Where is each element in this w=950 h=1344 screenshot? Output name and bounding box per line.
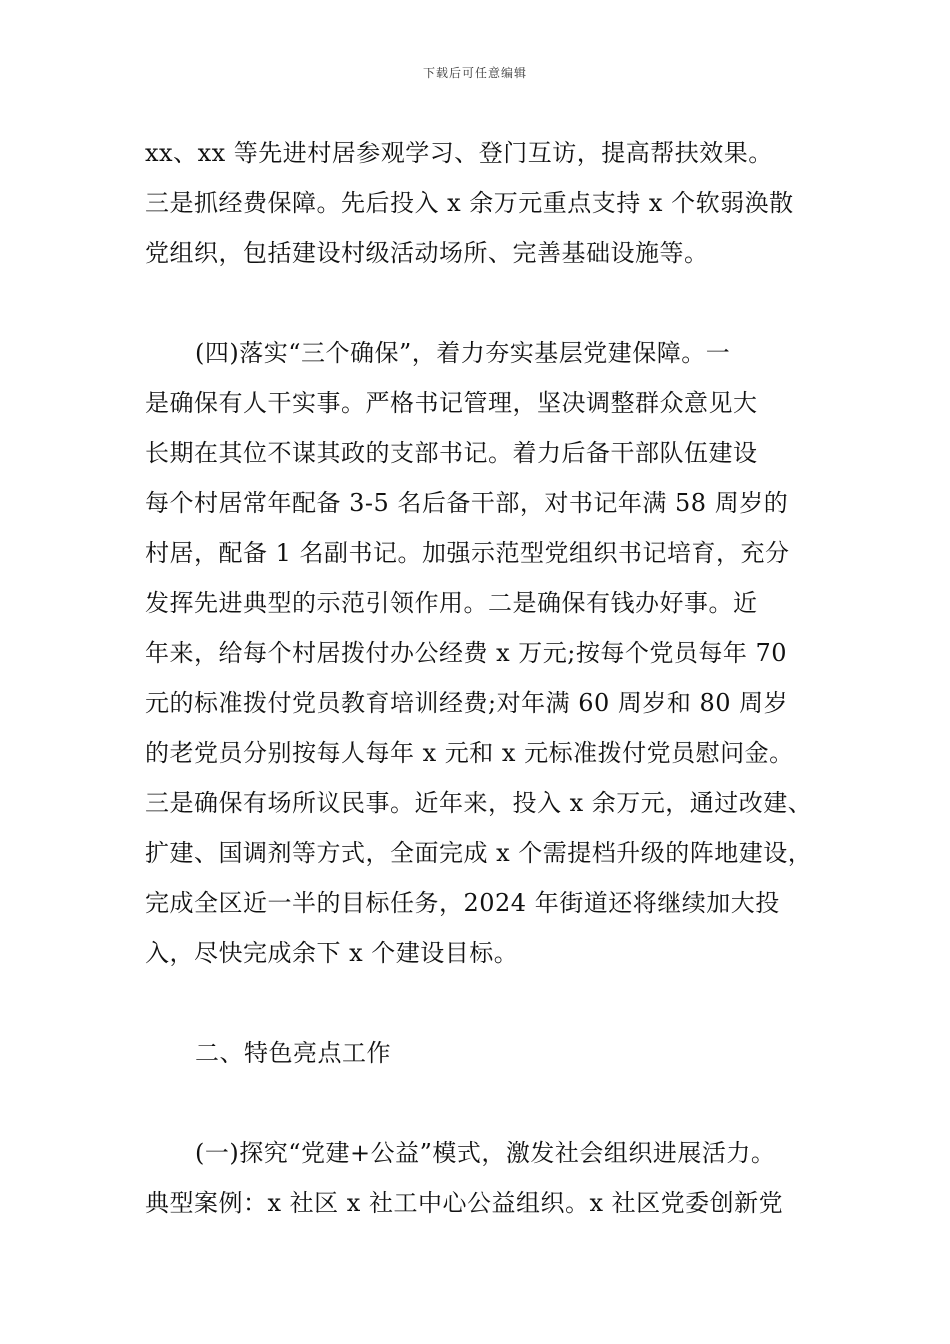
text-line: 的老党员分别按每人每年 x 元和 x 元标准拨付党员慰问金。	[145, 739, 794, 767]
text-line: 三是确保有场所议民事。近年来，投入 x 余万元，通过改建、	[145, 789, 813, 817]
text-line: 典型案例：x 社区 x 社工中心公益组织。x 社区党委创新党	[145, 1189, 784, 1217]
text-line: 扩建、国调剂等方式，全面完成 x 个需提档升级的阵地建设，	[145, 839, 813, 867]
text-line: (四)落实“三个确保”，着力夯实基层党建保障。一	[195, 339, 731, 367]
paragraph-1	[145, 128, 815, 278]
text-line: 是确保有人干实事。严格书记管理，坚决调整群众意见大	[145, 389, 758, 417]
paragraph-spacer	[145, 278, 815, 328]
section-heading	[145, 1028, 815, 1078]
paragraph-spacer	[145, 1078, 815, 1128]
paragraph-3	[145, 1128, 815, 1228]
text-line: (一)探究“党建+公益”模式，激发社会组织进展活力。	[195, 1139, 776, 1167]
page-header: 下载后可任意编辑	[422, 66, 527, 80]
paragraph-spacer	[145, 978, 815, 1028]
document-body	[145, 128, 815, 1228]
text-line: 三是抓经费保障。先后投入 x 余万元重点支持 x 个软弱涣散	[145, 189, 794, 217]
text-line: 村居，配备 1 名副书记。加强示范型党组织书记培育，充分	[145, 539, 790, 567]
text-line: 长期在其位不谋其政的支部书记。着力后备干部队伍建设	[145, 439, 758, 467]
text-line: 元的标准拨付党员教育培训经费;对年满 60 周岁和 80 周岁	[145, 689, 789, 717]
text-line: 党组织，包括建设村级活动场所、完善基础设施等。	[145, 239, 709, 267]
text-line: 发挥先进典型的示范引领作用。二是确保有钱办好事。近	[145, 589, 758, 617]
text-line: 年来，给每个村居拨付办公经费 x 万元;按每个党员每年 70	[145, 639, 788, 667]
paragraph-2	[145, 328, 815, 978]
section-title: 二、特色亮点工作	[195, 1039, 391, 1067]
text-line: xx、xx 等先进村居参观学习、登门互访，提高帮扶效果。	[145, 139, 773, 167]
text-line: 每个村居常年配备 3-5 名后备干部，对书记年满 58 周岁的	[145, 489, 789, 517]
text-line: 入，尽快完成余下 x 个建设目标。	[145, 939, 519, 967]
text-line: 完成全区近一半的目标任务，2024 年街道还将继续加大投	[145, 889, 780, 917]
